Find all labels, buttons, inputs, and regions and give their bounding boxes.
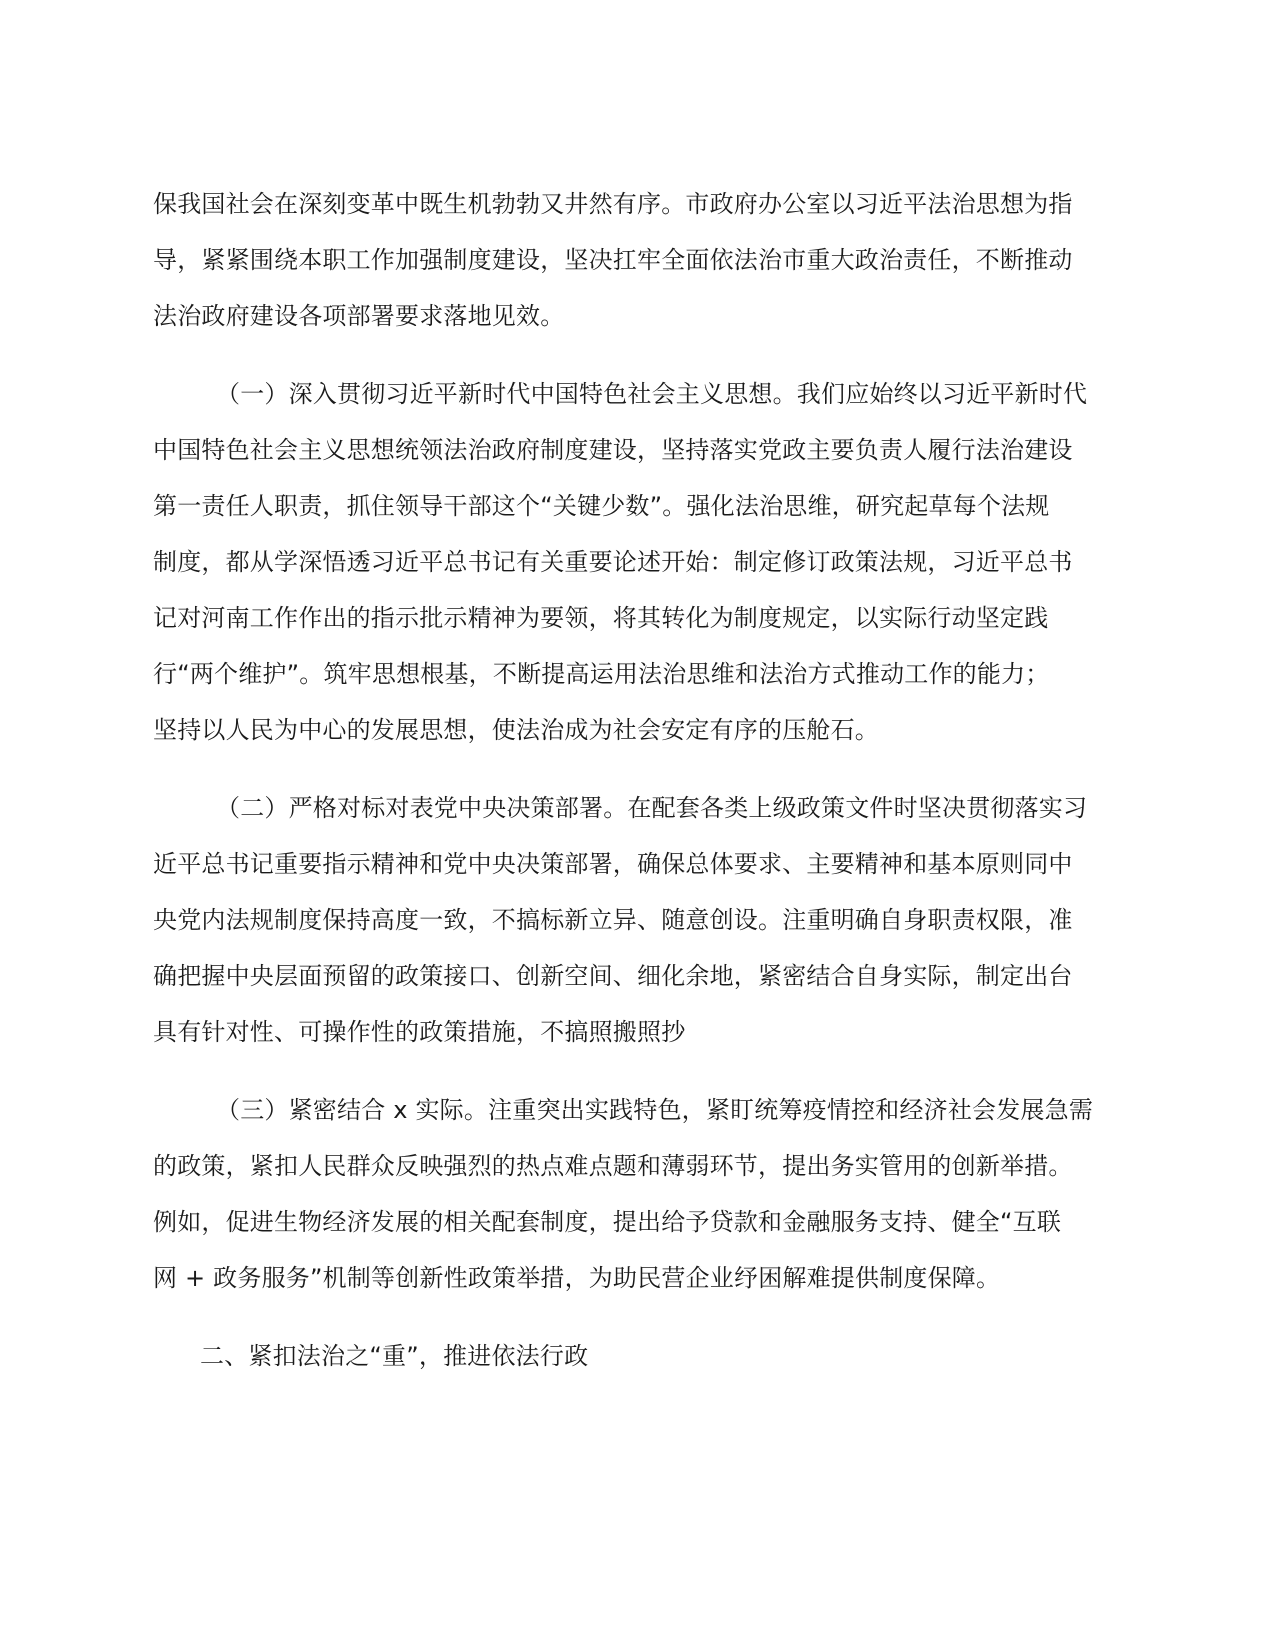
paragraph-line: 确把握中央层面预留的政策接口、创新空间、细化余地，紧密结合自身实际，制定出台	[153, 962, 1073, 990]
paragraph-line: 保我国社会在深刻变革中既生机勃勃又井然有序。市政府办公室以习近平法治思想为指	[153, 190, 1073, 218]
paragraph-line: 例如，促进生物经济发展的相关配套制度，提出给予贷款和金融服务支持、健全“互联	[153, 1208, 1062, 1236]
paragraph-line: 记对河南工作作出的指示批示精神为要领，将其转化为制度规定，以实际行动坚定践	[153, 604, 1049, 632]
paragraph-line: 具有针对性、可操作性的政策措施，不搞照搬照抄	[153, 1018, 686, 1046]
paragraph-line: 导，紧紧围绕本职工作加强制度建设，坚决扛牢全面依法治市重大政治责任，不断推动	[153, 246, 1073, 274]
paragraph-line: 行“两个维护”。筑牢思想根基，不断提高运用法治思维和法治方式推动工作的能力；	[153, 660, 1050, 688]
paragraph-line: 近平总书记重要指示精神和党中央决策部署，确保总体要求、主要精神和基本原则同中	[153, 850, 1073, 878]
paragraph-line: 央党内法规制度保持高度一致，不搞标新立异、随意创设。注重明确自身职责权限，准	[153, 906, 1073, 934]
paragraph-line: 中国特色社会主义思想统领法治政府制度建设，坚持落实党政主要负责人履行法治建设	[153, 436, 1073, 464]
paragraph-line: 的政策，紧扣人民群众反映强烈的热点难点题和薄弱环节，提出务实管用的创新举措。	[153, 1152, 1073, 1180]
paragraph-line: （二）严格对标对表党中央决策部署。在配套各类上级政策文件时坚决贯彻落实习	[216, 794, 1088, 822]
paragraph-line: 网 + 政务服务”机制等创新性政策举措，为助民营企业纾困解难提供制度保障。	[153, 1264, 1001, 1292]
paragraph-line: 法治政府建设各项部署要求落地见效。	[153, 302, 565, 330]
paragraph-line: 第一责任人职责，抓住领导干部这个“关键少数”。强化法治思维，研究起草每个法规	[153, 492, 1050, 520]
paragraph-line: 坚持以人民为中心的发展思想，使法治成为社会安定有序的压舱石。	[153, 716, 879, 744]
section-heading: 二、紧扣法治之“重”，推进依法行政	[200, 1342, 589, 1370]
paragraph-line: 制度，都从学深悟透习近平总书记有关重要论述开始：制定修订政策法规，习近平总书	[153, 548, 1073, 576]
paragraph-line: （一）深入贯彻习近平新时代中国特色社会主义思想。我们应始终以习近平新时代	[216, 380, 1088, 408]
paragraph-line: （三）紧密结合 x 实际。注重突出实践特色，紧盯统筹疫情控和经济社会发展急需	[216, 1096, 1094, 1124]
